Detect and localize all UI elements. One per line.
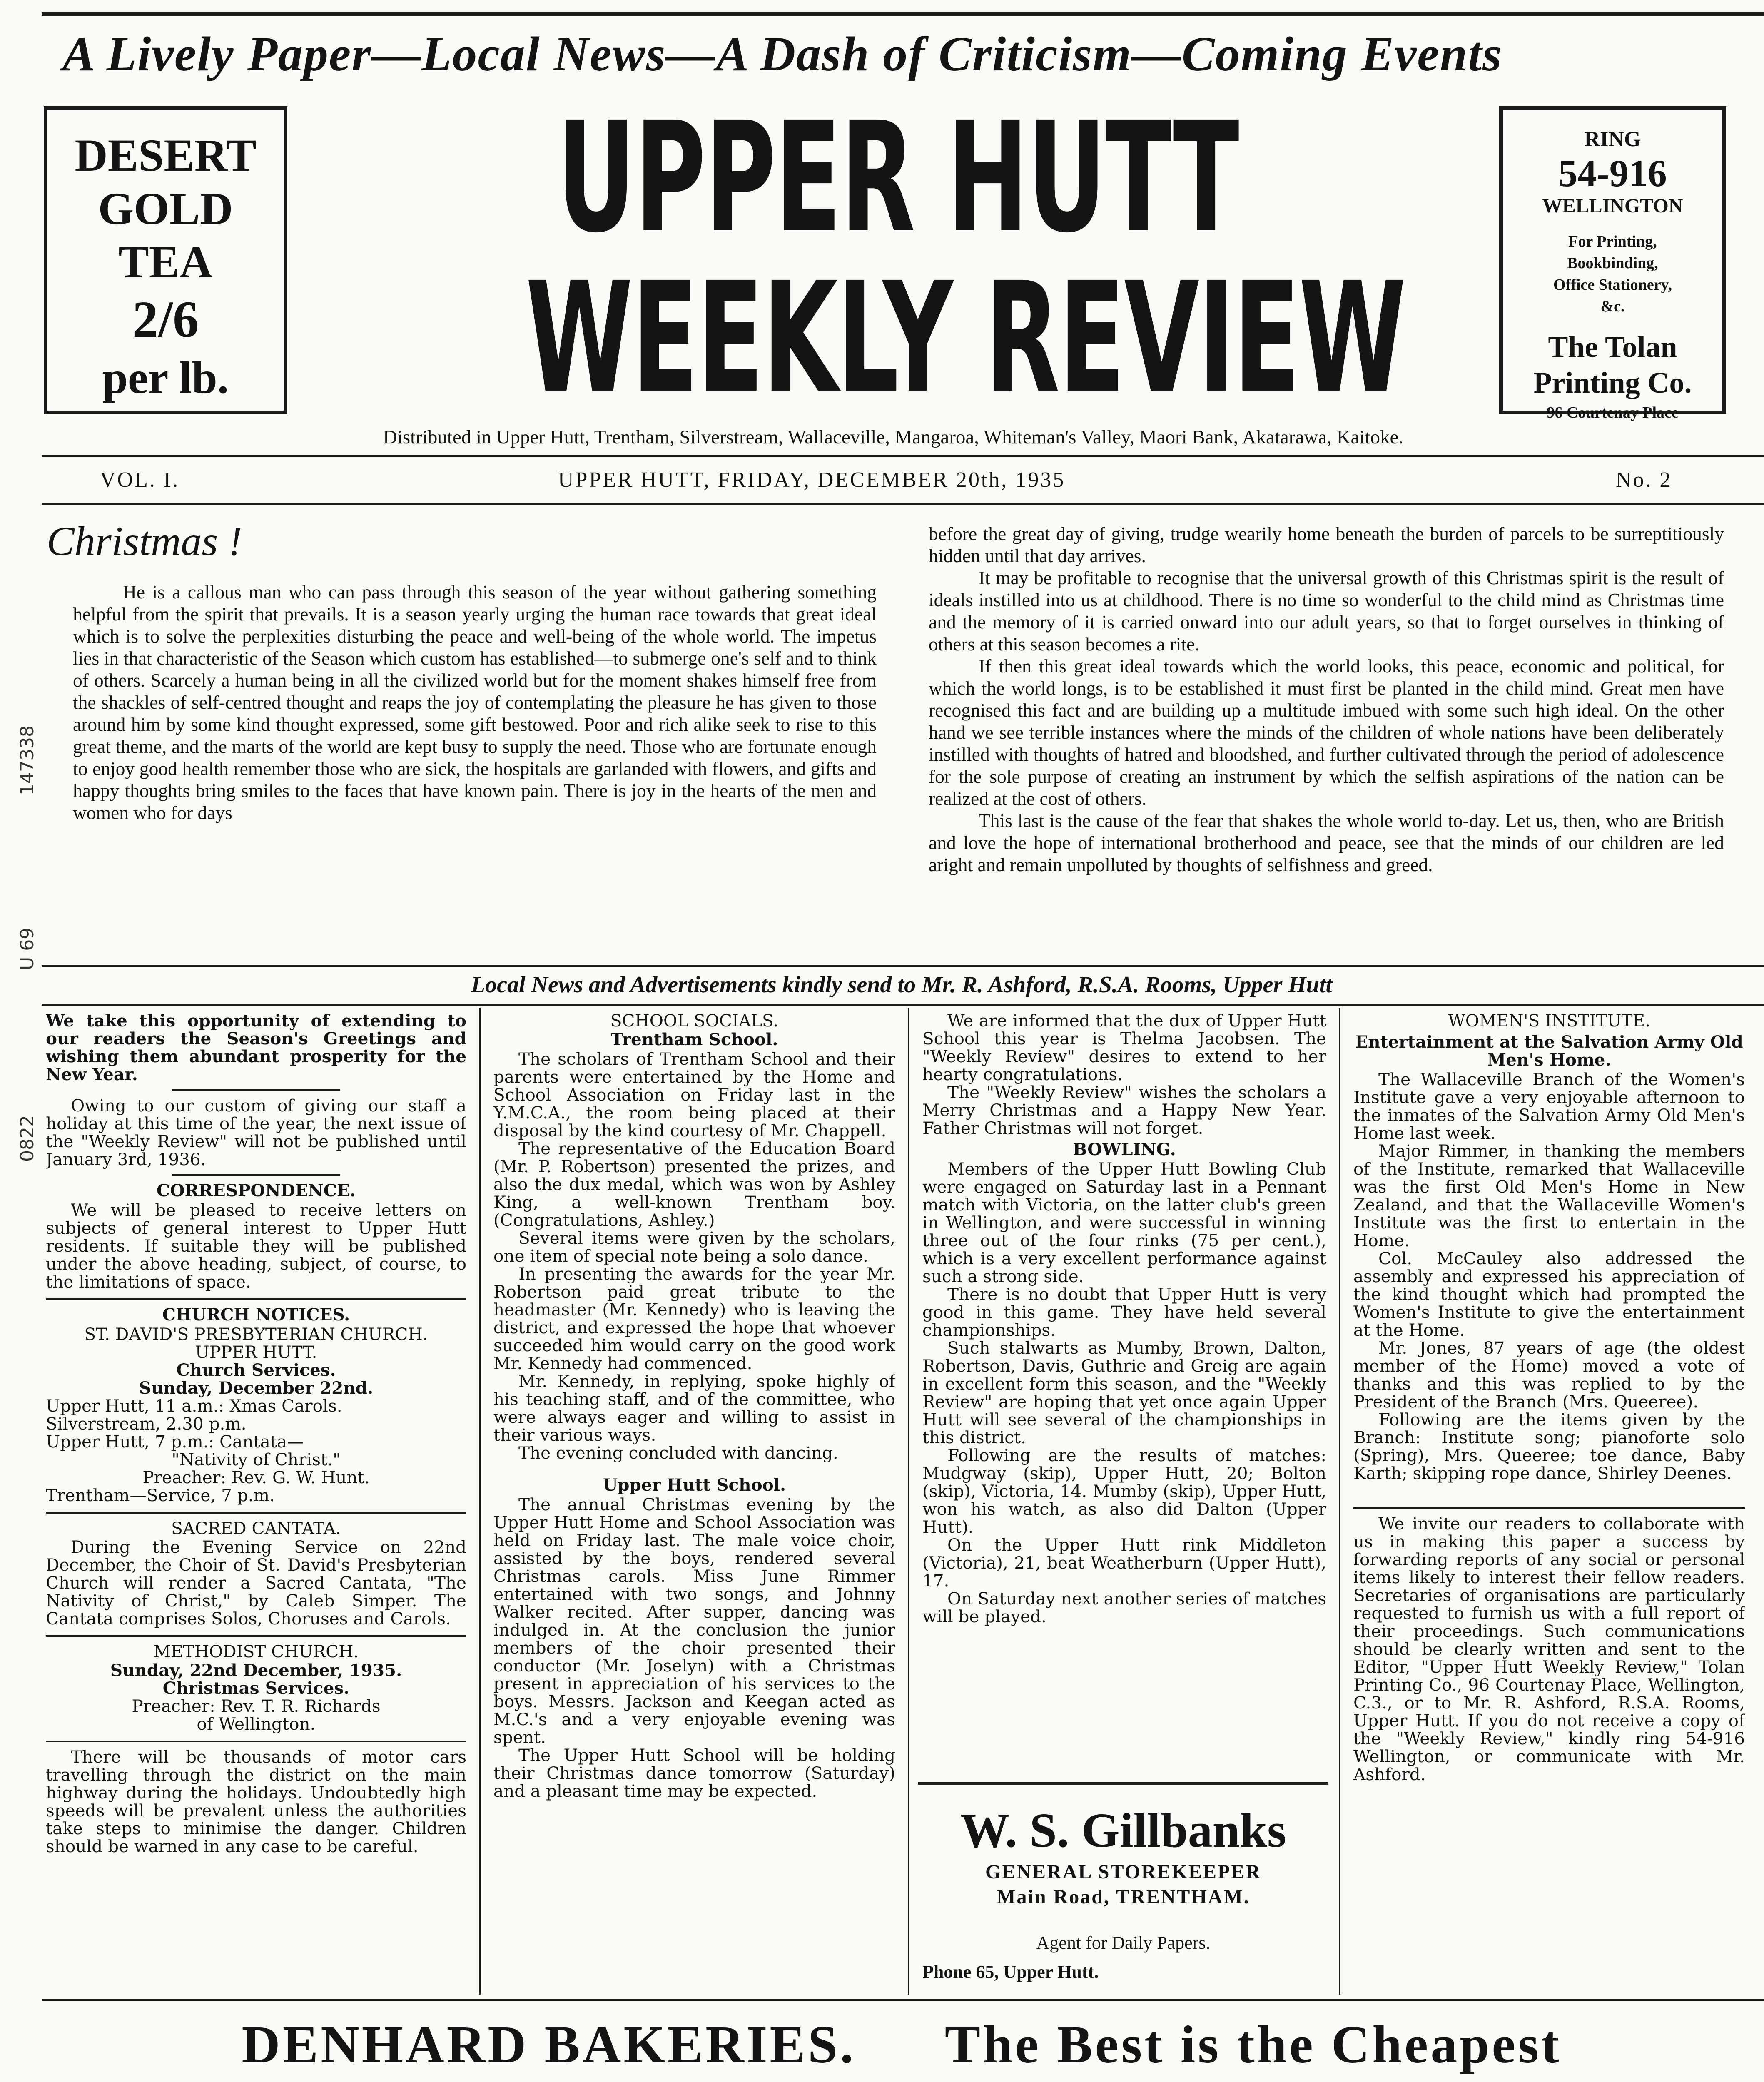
ear-company: Printing Co. (1533, 366, 1692, 399)
editorial-paragraph: This last is the cause of the fear that shakes the whole world to-day. Let us, then, who are British and love the hope of international brotherhood and peace, see that the minds of our children are led aright and remain unpolluted by thoughts of selfishness and greed. (929, 810, 1724, 875)
news-column-2 (493, 1012, 895, 1990)
ad-gillbanks-line: GENERAL STOREKEEPER (985, 1861, 1261, 1883)
paragraph: Mr. Jones, 87 years of age (the oldest member of the Home) moved a vote of thanks and this was replied to by the President of the Branch (Mrs. Queeree). (1353, 1338, 1745, 1412)
margin-note: U 69 (17, 927, 38, 970)
sacred-cantata-heading: SACRED CANTATA. (171, 1518, 341, 1538)
paragraph: The Wallaceville Branch of the Women's Institute gave a very enjoyable afternoon to the inmates of the Salvation Army Old Men's Home last week. (1353, 1069, 1745, 1143)
ear-service: For Printing, (1568, 233, 1657, 250)
correspondence-text: We will be pleased to receive letters on subjects of general interest to Upper Hutt residents. If suitable they will be published under the above heading, subject, of course, to the limitations of space. (46, 1200, 466, 1292)
paragraph: The "Weekly Review" wishes the scholars a Merry Christmas and a Happy New Year. Father Christmas will not forget. (922, 1082, 1326, 1138)
section-rule (46, 1298, 466, 1300)
holiday-notice: Owing to our custom of giving our staff a holiday at this time of the year, the next issue of the "Weekly Review" will not be published until January 3rd, 1936. (46, 1096, 466, 1169)
ear-service: Office Stationery, (1553, 276, 1672, 294)
column-divider (908, 1008, 909, 1995)
volume: VOL. I. (100, 468, 180, 492)
paragraph: Major Rimmer, in thanking the members of the Institute, remarked that Wallaceville was the first Old Men's Home in New Zealand, and that the Wallaceville Women's Institute was the first to entertain in the Home. (1353, 1141, 1745, 1250)
ear-company: The Tolan (1548, 330, 1677, 364)
ear-service: &c. (1600, 298, 1625, 315)
margin-note: 147338 (17, 725, 38, 795)
editorial-paragraph: It may be profitable to recognise that the universal growth of this Christmas spirit is the result of ideals instilled into us at childhood. There is no time so wonderful to the child mind as Christmas time and the memory of it is carried onward into our adult years, so that to forget ourselves in thinking of others at this season becomes a rite. (929, 567, 1724, 655)
church-location: UPPER HUTT. (195, 1342, 317, 1362)
local-news-banner: Local News and Advertisements kindly send to Mr. R. Ashford, R.S.A. Rooms, Upper Hutt (471, 972, 1333, 998)
footer-top-rule (42, 1999, 1764, 2001)
ear-line: TEA (118, 237, 213, 287)
service-line: Upper Hutt, 7 p.m.: Cantata— (46, 1432, 304, 1452)
dateline-bottom-rule (42, 503, 1764, 505)
paragraph: Following are the results of matches: Mudgway (skip), Upper Hutt, 20; Bolton (skip), Victoria, 14. Mumby (skip), Upper Hutt, won his watch, as also did Dalton (Upper Hutt). (922, 1445, 1326, 1537)
church-services: Church Services. (176, 1360, 336, 1380)
margin-note: 0822 (17, 1115, 38, 1162)
ear-phone: 54-916 (1558, 152, 1667, 194)
womens-institute-heading: WOMEN'S INSTITUTE. (1448, 1012, 1650, 1031)
methodist-preacher: Preacher: Rev. T. R. Richards (132, 1696, 381, 1716)
footer-brand: DENHARD BAKERIES. (242, 2015, 856, 2074)
dateline-top-rule (42, 455, 1764, 457)
short-rule (172, 1089, 340, 1091)
paragraph: Mr. Kennedy, in replying, spoke highly of his teaching staff, and of the committee, who were always eager and willing to assist in their various ways. (493, 1371, 895, 1445)
banner-top-rule (42, 965, 1764, 967)
bowling-heading: BOWLING. (1073, 1139, 1176, 1159)
ear-city: WELLINGTON (1542, 195, 1683, 217)
short-rule (172, 1174, 340, 1176)
section-rule (46, 1741, 466, 1742)
paragraph: The Upper Hutt School will be holding their Christmas dance tomorrow (Saturday) and a pleasant time may be expected. (493, 1745, 895, 1801)
issue-number: No. 2 (1616, 468, 1672, 492)
editorial-paragraph: He is a callous man who can pass through this season of the year without gathering something helpful from the spirit that prevails. It is a season yearly urging the human race towards that great ideal which is to solve the perplexities disturbing the peace and well-being of the whole world. The impetus lies in that characteristic of the Season which custom has established—to submerge one's self and to think of others. Scarcely a human being in all the civilized world but for the moment shakes himself free from the shackles of self-centred thought and reaps the joy of contemplating the pleasure he has given to those around him by some kind thought expressed, some gift bestowed. Poor and rich alike seek to rise to this great theme, and the marts of the world are kept busy to supply the need. Those who are fortunate enough to enjoy good health remember those who are sick, the hospitals are garlanded with flowers, and gifts and happy thoughts bring smiles to the faces that have known pain. There is joy in the hearts of the men and women who for days (73, 581, 877, 823)
ad-gillbanks-phone: Phone 65, Upper Hutt. (922, 1962, 1099, 1982)
paragraph: On the Upper Hutt rink Middleton (Victoria), 21, beat Weatherburn (Upper Hutt), 17. (922, 1535, 1326, 1591)
paragraph: In presenting the awards for the year Mr. Robertson paid great tribute to the headmaster (Mr. Kennedy) who is leaving the district, and expressed the hope that whoever succeeded him would carry on the good work Mr. Kennedy had commenced. (493, 1264, 895, 1373)
ear-service: Bookbinding, (1567, 254, 1658, 272)
ear-address: 96 Courtenay Place (1547, 404, 1679, 421)
invitation-to-readers: We invite our readers to collaborate with us in making this paper a success by forwarding reports of any social or personal items likely to interest their fellow readers. Secretaries of organisations are particularly requested to furnish us with a full report of their proceedings. Such communications should be clearly written and sent to the Editor, "Upper Hutt Weekly Review," Tolan Printing Co., 96 Courtenay Place, Wellington, C.3., or to Mr. R. Ashford, R.S.A. Rooms, Upper Hutt. If you do not receive a copy of the "Weekly Review," kindly ring 54-916 Wellington, or communicate with Mr. Ashford. (1353, 1514, 1745, 1784)
news-column-1 (46, 1012, 466, 1990)
paragraph: Members of the Upper Hutt Bowling Club were engaged on Saturday last in a Pennant match with Victoria, on the latter club's green in Wellington, and were successful in winning three out of the four rinks (75 per cent.), which is a very excellent performance against such a strong side. (922, 1159, 1326, 1286)
ear-price: 2/6 (132, 291, 199, 349)
paragraph: The representative of the Education Board (Mr. P. Robertson) presented the prizes, and also the dux medal, which was won by Ashley King, a well-known Trentham boy. (Congratulations, Ashley.) (493, 1138, 895, 1230)
ad-tolan-printing (1499, 106, 1726, 421)
paragraph: Col. McCauley also addressed the assembly and expressed his appreciation of the kind thought which had prompted the Women's Institute to give the entertainment at the Home. (1353, 1248, 1745, 1340)
ear-ring: RING (1584, 127, 1641, 151)
motor-cars-notice: There will be thousands of motor cars travelling through the district on the main highway during the holidays. Undoubtedly high speeds will be prevalent unless the authorities take steps to minimise the danger. Children should be warned in any case to be careful. (46, 1747, 466, 1856)
title-line-1: UPPER HUTT (556, 90, 1238, 266)
editorial-heading: Christmas ! (47, 518, 242, 564)
paragraph: We are informed that the dux of Upper Hutt School this year is Thelma Jacobsen. The "Weekly Review" desires to extend to her hearty congratulations. (922, 1012, 1326, 1084)
service-line: Upper Hutt, 11 a.m.: Xmas Carols. (46, 1396, 342, 1416)
ad-denhard-bakeries (96, 2013, 1707, 2076)
title-line-2: WEEKLY REVIEW (526, 250, 1405, 427)
service-line: Silverstream, 2.30 p.m. (46, 1414, 247, 1434)
news-column-3 (922, 1012, 1326, 1761)
ad-gillbanks-name: W. S. Gillbanks (960, 1803, 1286, 1858)
editorial-paragraph: before the great day of giving, trudge wearily home beneath the burden of parcels to be surreptitiously hidden until that day arrives. (929, 523, 1724, 566)
section-rule (46, 1635, 466, 1637)
sacred-cantata-text: During the Evening Service on 22nd December, the Choir of St. David's Presbyterian Church will render a Sacred Cantata, "The Nativity of Christ," by Caleb Simper. The Cantata comprises Solos, Choruses and Carols. (46, 1537, 466, 1629)
paragraph: The scholars of Trentham School and their parents were entertained by the Home and School Association on Friday last in the Y.M.C.A., the room being placed at their disposal by the kind courtesy of Mr. Chappell. (493, 1049, 895, 1141)
school-socials-heading: SCHOOL SOCIALS. (610, 1012, 779, 1031)
season-greeting: We take this opportunity of extending to our readers the Season's Greetings and wishing them abundant prosperity for the New Year. (46, 1012, 466, 1084)
ear-line: GOLD (98, 183, 233, 234)
section-rule (46, 1512, 466, 1514)
church-name: ST. DAVID'S PRESBYTERIAN CHURCH. (84, 1324, 428, 1344)
ear-line: per lb. (102, 352, 229, 403)
dateline: UPPER HUTT, FRIDAY, DECEMBER 20th, 1935 (558, 468, 1066, 492)
preacher: Preacher: Rev. G. W. Hunt. (142, 1467, 370, 1487)
spacer (493, 1462, 895, 1473)
paragraph: Following are the items given by the Branch: Institute song; pianoforte solo (Spring), Mrs. Queeree; toe dance, Baby Karth; skipping rope dance, Shirley Deenes. (1353, 1410, 1745, 1483)
ad-gillbanks-agent: Agent for Daily Papers. (1036, 1933, 1211, 1953)
paragraph: There is no doubt that Upper Hutt is very good in this game. They have held several championships. (922, 1284, 1326, 1340)
correspondence-heading: CORRESPONDENCE. (157, 1180, 356, 1200)
banner-bottom-rule (42, 1004, 1764, 1006)
paragraph: The annual Christmas evening by the Upper Hutt Home and School Association was held on Friday last. The male voice choir, assisted by the boys, rendered several Christmas carols. Miss June Rimmer entertained with two songs, and Johnny Walker recited. After supper, dancing was indulged in. At the conclusion the junior members of the choir presented their conductor (Mr. Joselyn) with a Christmas present in appreciation of his services to the boys. Messrs. Jackson and Keegan acted as M.C.'s and a very enjoyable evening was spent. (493, 1494, 895, 1747)
ad-gillbanks (918, 1782, 1328, 2001)
upper-hutt-school-subheading: Upper Hutt School. (603, 1475, 786, 1495)
ear-line: DESERT (75, 130, 257, 181)
church-notices-heading: CHURCH NOTICES. (162, 1305, 350, 1325)
editorial-column-1 (73, 581, 877, 824)
ad-desert-gold-tea (44, 106, 287, 414)
top-rule (42, 12, 1764, 16)
news-column-4 (1353, 1012, 1745, 1990)
ad-gillbanks-line: Main Road, TRENTHAM. (997, 1886, 1250, 1908)
section-rule (1353, 1507, 1745, 1509)
distribution-line: Distributed in Upper Hutt, Trentham, Silverstream, Wallaceville, Mangaroa, Whiteman's Valley, Maori Bank, Akatarawa, Kaitoke. (383, 426, 1404, 448)
service-line: "Nativity of Christ." (172, 1449, 341, 1469)
church-date: Sunday, December 22nd. (139, 1378, 374, 1398)
womens-institute-subheading: Entertainment at the Salvation Army Old Men's Home. (1355, 1032, 1743, 1070)
methodist-services: Christmas Services. (162, 1678, 350, 1698)
column-divider (1339, 1008, 1340, 1995)
methodist-preacher-origin: of Wellington. (197, 1714, 316, 1734)
trentham-school-subheading: Trentham School. (610, 1029, 778, 1049)
editorial-paragraph: If then this great ideal towards which the world looks, this peace, economic and political, for which the world longs, is to be established it must first be planted in the child mind. Great men have recognised this fact and are building up a multitude imbued with some such high ideal. On the other hand we see terrible instances where the minds of the children of whole nations have been deliberately instilled with thoughts of hatred and bloodshed, and further cultivated through the period of adolescence for the sole purpose of creating an instrument by which the selfish aspirations of the nation can be realized at the cost of others. (929, 655, 1724, 809)
paragraph: On Saturday next another series of matches will be played. (922, 1589, 1326, 1626)
editorial-column-2 (929, 523, 1724, 876)
paragraph: The evening concluded with dancing. (518, 1443, 838, 1463)
paragraph: Such stalwarts as Mumby, Brown, Dalton, Robertson, Davis, Guthrie and Greig are again in excellent form this season, and the "Weekly Review" are hoping that yet once again Upper Hutt will see several of the championships in this district. (922, 1338, 1326, 1447)
column-divider (479, 1008, 481, 1995)
service-line: Trentham—Service, 7 p.m. (46, 1485, 275, 1505)
footer-slogan: The Best is the Cheapest (944, 2015, 1562, 2074)
masthead-tagline: A Lively Paper—Local News—A Dash of Criticism—Coming Events (62, 27, 1503, 81)
methodist-date: Sunday, 22nd December, 1935. (110, 1660, 402, 1680)
newspaper-title (526, 90, 1405, 427)
paragraph: Several items were given by the scholars, one item of special note being a solo dance. (493, 1228, 895, 1266)
methodist-heading: METHODIST CHURCH. (153, 1641, 359, 1661)
